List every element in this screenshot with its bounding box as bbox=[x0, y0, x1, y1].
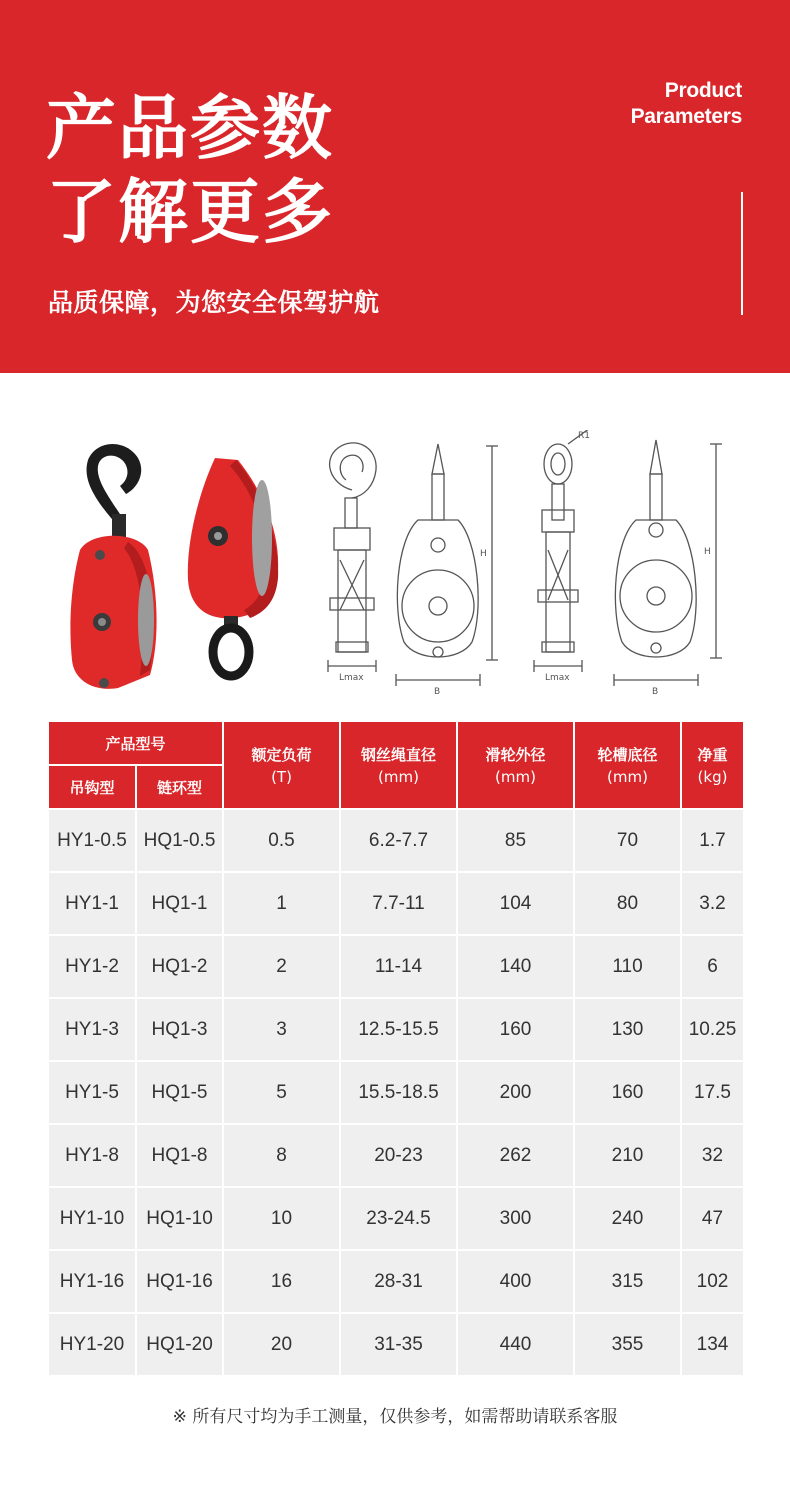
table-row: HY1-16 HQ1-16 16 28-31 400 315 102 bbox=[49, 1251, 743, 1312]
width-label: B bbox=[434, 687, 441, 697]
header-rated-load: 额定负荷 (T) bbox=[224, 722, 339, 808]
header-sheave-diameter: 滑轮外径 (mm) bbox=[458, 722, 573, 808]
page-title bbox=[46, 86, 334, 254]
header-groove-diameter: 轮槽底径 (mm) bbox=[575, 722, 680, 808]
table-row: HY1-10 HQ1-10 10 23-24.5 300 240 47 bbox=[49, 1188, 743, 1249]
lmax-label: Lmax bbox=[339, 673, 364, 683]
decorative-divider bbox=[741, 192, 743, 315]
footnote: ※ 所有尺寸均为手工测量，仅供参考，如需帮助请联系客服 bbox=[172, 1407, 618, 1427]
title-line-2: 了解更多 bbox=[46, 171, 334, 253]
table-row: HY1-20 HQ1-20 20 31-35 440 355 134 bbox=[49, 1314, 743, 1375]
product-images bbox=[0, 430, 790, 700]
english-title-line-2: Parameters bbox=[630, 105, 742, 128]
title-line-1: 产品参数 bbox=[46, 87, 334, 169]
table-row: HY1-3 HQ1-3 3 12.5-15.5 160 130 10.25 bbox=[49, 999, 743, 1060]
header-banner bbox=[0, 0, 790, 373]
table-row: HY1-5 HQ1-5 5 15.5-18.5 200 160 17.5 bbox=[49, 1062, 743, 1123]
page-subtitle: 品质保障，为您安全保驾护航 bbox=[48, 288, 380, 317]
height-label: H bbox=[480, 549, 487, 559]
hook-pulley-photo bbox=[70, 444, 156, 689]
hook-technical-drawing bbox=[328, 443, 498, 686]
table-row: HY1-0.5 HQ1-0.5 0.5 6.2-7.7 85 70 1.7 bbox=[49, 810, 743, 871]
table-row: HY1-8 HQ1-8 8 20-23 262 210 32 bbox=[49, 1125, 743, 1186]
english-title-line-1: Product bbox=[664, 79, 742, 102]
width-label-2: B bbox=[652, 687, 659, 697]
eye-pulley-photo bbox=[188, 458, 278, 676]
header-chain-type: 链环型 bbox=[137, 766, 222, 808]
table-row: HY1-1 HQ1-1 1 7.7-11 104 80 3.2 bbox=[49, 873, 743, 934]
header-net-weight: 净重 (kg) bbox=[682, 722, 743, 808]
lmax-label-2: Lmax bbox=[545, 673, 570, 683]
english-title bbox=[631, 78, 742, 130]
height-label-2: H bbox=[704, 547, 711, 557]
header-product-model: 产品型号 bbox=[49, 722, 222, 764]
parameter-table bbox=[47, 720, 745, 1377]
radius-label: R1 bbox=[578, 431, 590, 441]
header-hook-type: 吊钩型 bbox=[49, 766, 135, 808]
eye-technical-drawing bbox=[534, 430, 722, 686]
header-rope-diameter: 钢丝绳直径 (mm) bbox=[341, 722, 456, 808]
table-row: HY1-2 HQ1-2 2 11-14 140 110 6 bbox=[49, 936, 743, 997]
